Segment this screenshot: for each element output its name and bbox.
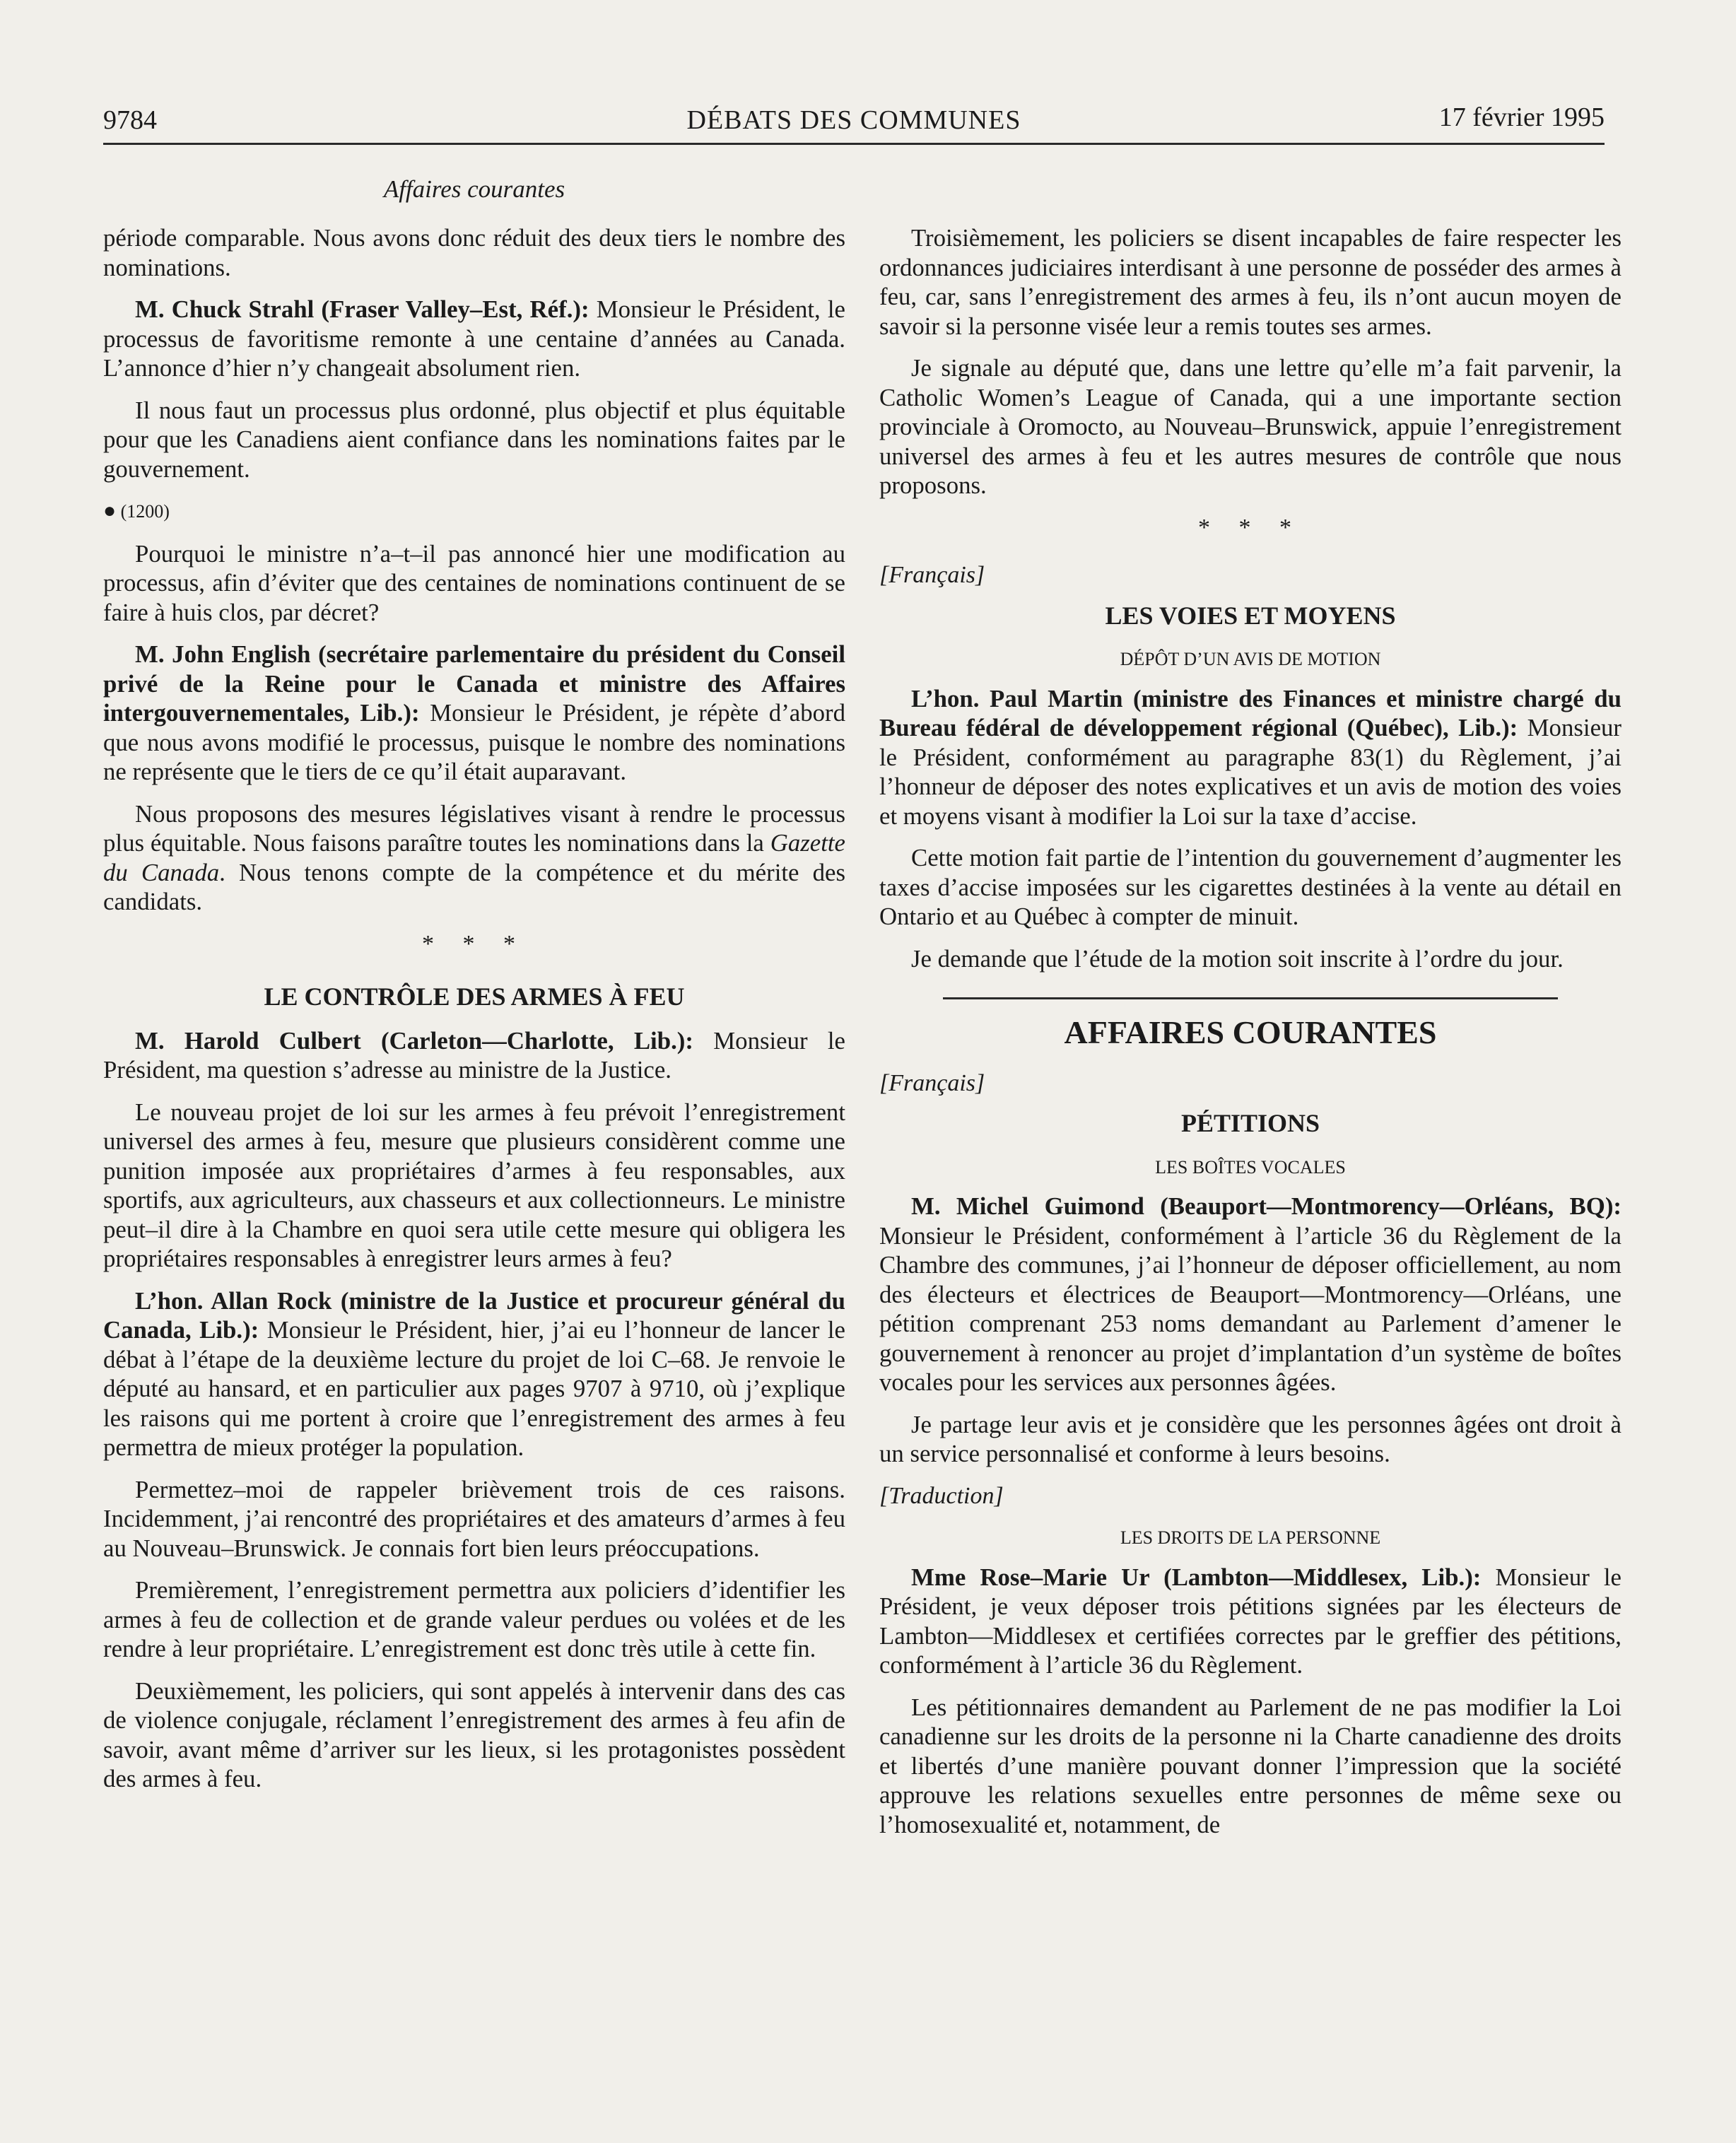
publication-title: DÉBATS DES COMMUNES (686, 105, 1021, 135)
right-column (879, 223, 1621, 1852)
paragraph (103, 799, 845, 917)
speaker-name: M. Harold Culbert (Carleton—Charlotte, Lib.): (135, 1026, 693, 1055)
section-divider (943, 997, 1558, 999)
left-column (103, 223, 845, 1807)
paragraph (103, 295, 845, 383)
paragraph (879, 1563, 1621, 1680)
section-heading: LES VOIES ET MOYENS (1105, 601, 1396, 630)
speech-text: Nous proposons des mesures législatives visant à rendre le processus plus équitable. Nous faisons paraître toutes les nominations dans la (103, 799, 845, 857)
speech-text: Monsieur le Président, je veux déposer trois pétitions signées par les électeurs de Lambton—Middlesex et certifiées correctes par le greffier des pétitions, conformément à l’article 36 du Règlement. (879, 1563, 1621, 1679)
paragraph: Deuxièmement, les policiers, qui sont appelés à intervenir dans des cas de violence conjugale, réclament l’enregistrement des armes à feu afin de savoir, avant même d’arriver sur les lieux, si les protagonistes possèdent des armes à feu. (103, 1677, 845, 1792)
paragraph: Cette motion fait partie de l’intention du gouvernement d’augmenter les taxes d’accise imposées sur les cigarettes destinées à la vente au détail en Ontario et au Québec à compter de minuit. (879, 844, 1621, 930)
speech-text: Monsieur le Président, hier, j’ai eu l’honneur de lancer le débat à l’étape de la deuxième lecture du projet de loi C–68. Je renvoie le député au hansard, et en particulier aux pages 9707 à 9710, où j’explique les raisons qui me portent à croire que l’enregistrement des armes à feu permettra de mieux protéger la population. (103, 1316, 845, 1461)
paragraph (103, 1286, 845, 1462)
speaker-name: L’hon. Allan Rock (ministre de la Justice et procureur général du Canada, Lib.): (103, 1286, 845, 1344)
paragraph (103, 640, 845, 787)
paragraph (879, 1192, 1621, 1397)
paragraph: période comparable. Nous avons donc réduit des deux tiers le nombre des nominations. (103, 224, 845, 281)
paragraph (879, 684, 1621, 831)
speech-text: Monsieur le Président, je répète d’abord que nous avons modifié le processus, puisque le nombre des nominations ne représente que le tiers de ce qu’il était auparavant. (103, 699, 846, 785)
sub-heading: LES BOÎTES VOCALES (1155, 1156, 1346, 1178)
section-heading: PÉTITIONS (1180, 1109, 1320, 1137)
speaker-name: M. Michel Guimond (Beauport—Montmorency—Orléans, BQ): (911, 1192, 1621, 1220)
paragraph: Je partage leur avis et je considère que les personnes âgées ont droit à un service personnalisé et conforme à leurs besoins. (879, 1410, 1621, 1467)
time-marker-text: (1200) (120, 501, 170, 522)
speech-text: Monsieur le Président, conformément à l’article 36 du Règlement de la Chambre des communes, j’ai l’honneur de déposer officiellement, au nom des électeurs et électrices de Beauport—Montmorency—Orléans, une pétition comprenant 253 noms demandant au Parlement d’amener le gouvernement à renoncer au projet d’implantation d’un système de boîtes vocales pour les services aux personnes âgées. (879, 1221, 1621, 1396)
language-tag: [Français] (879, 562, 985, 588)
paragraph: Les pétitionnaires demandent au Parlement de ne pas modifier la Loi canadienne sur les droits de la personne ni la Charte canadienne des droits et libertés d’une manière pouvant donner l’impression que la société approuve les relations sexuelles entre personnes de même sexe ou l’homosexualité et, notamment, de (879, 1693, 1621, 1838)
section-separator: * * * (422, 930, 527, 957)
bullet-icon: ● (103, 499, 117, 522)
language-tag: [Traduction] (879, 1482, 1004, 1509)
speaker-name: Mme Rose–Marie Ur (Lambton—Middlesex, Lib.): (911, 1563, 1482, 1591)
paragraph: Premièrement, l’enregistrement permettra aux policiers d’identifier les armes à feu de collection et de grande valeur perdues ou volées et de les rendre à leur propriétaire. L’enregistrement est donc très utile à cette fin. (103, 1576, 845, 1662)
major-heading: AFFAIRES COURANTES (1064, 1014, 1437, 1050)
section-heading: LE CONTRÔLE DES ARMES À FEU (264, 982, 685, 1011)
paragraph (103, 1026, 845, 1085)
time-marker (103, 496, 845, 527)
sub-heading: DÉPÔT D’UN AVIS DE MOTION (1120, 649, 1381, 669)
speaker-name: L’hon. Paul Martin (ministre des Finances et ministre chargé du Bureau fédéral de développement régional (Québec), Lib.): (879, 684, 1621, 741)
speaker-name: M. John English (secrétaire parlementaire du président du Conseil privé de la Reine pour le Canada et ministre des Affaires intergouvernementales, Lib.): (103, 640, 845, 727)
paragraph: Pourquoi le ministre n’a–t–il pas annoncé hier une modification au processus, afin d’éviter que des centaines de nominations continuent de se faire à huis clos, par décret? (103, 539, 845, 626)
publication-name: Gazette du Canada (103, 829, 845, 886)
paragraph: Je demande que l’étude de la motion soit inscrite à l’ordre du jour. (911, 944, 1564, 973)
page-header (103, 99, 1605, 145)
speech-text: Monsieur le Président, le processus de favoritisme remonte à une centaine d’années au Canada. L’annonce d’hier n’y changeait absolument rien. (103, 295, 845, 382)
page-date: 17 février 1995 (1438, 102, 1605, 132)
speech-text: Monsieur le Président, ma question s’adresse au ministre de la Justice. (103, 1026, 845, 1084)
running-head: Affaires courantes (383, 175, 565, 203)
language-tag: [Français] (879, 1069, 985, 1096)
paragraph: Troisièmement, les policiers se disent incapables de faire respecter les ordonnances judiciaires interdisant à une personne de posséder des armes à feu, car, sans l’enregistrement des armes à feu, ils n’ont aucun moyen de savoir si la personne visée leur a remis toutes ses armes. (879, 224, 1621, 340)
paragraph: Le nouveau projet de loi sur les armes à feu prévoit l’enregistrement universel des armes à feu, mesure que plusieurs considèrent comme une punition imposée aux propriétaires d’armes à feu responsables, aux sportifs, aux agriculteurs, aux chasseurs et aux collectionneurs. Le ministre peut–il dire à la Chambre en quoi sera utile cette mesure qui obligera les propriétaires responsables à enregistrer leurs armes à feu? (103, 1098, 845, 1272)
page-number: 9784 (103, 105, 157, 135)
section-separator: * * * (1198, 514, 1303, 541)
paragraph: Je signale au député que, dans une lettre qu’elle m’a fait parvenir, la Catholic Women’s League of Canada, qui a une importante section provinciale à Oromocto, au Nouveau–Brunswick, appuie l’enregistrement universel des armes à feu et les autres mesures de contrôle que nous proposons. (879, 354, 1621, 499)
paragraph: Il nous faut un processus plus ordonné, plus objectif et plus équitable pour que les Canadiens aient confiance dans les nominations faites par le gouvernement. (103, 396, 845, 483)
speaker-name: M. Chuck Strahl (Fraser Valley–Est, Réf.): (135, 295, 590, 323)
sub-heading: LES DROITS DE LA PERSONNE (1120, 1527, 1381, 1548)
speech-text: . Nous tenons compte de la compétence et du mérite des candidats. (103, 858, 845, 915)
speech-text: Monsieur le Président, conformément au paragraphe 83(1) du Règlement, j’ai l’honneur de déposer des notes explicatives et un avis de motion des voies et moyens visant à modifier la Loi sur la taxe d’accise. (879, 714, 1621, 830)
paragraph: Permettez–moi de rappeler brièvement trois de ces raisons. Incidemment, j’ai rencontré des propriétaires et des amateurs d’armes à feu au Nouveau–Brunswick. Je connais fort bien leurs préoccupations. (103, 1475, 845, 1562)
